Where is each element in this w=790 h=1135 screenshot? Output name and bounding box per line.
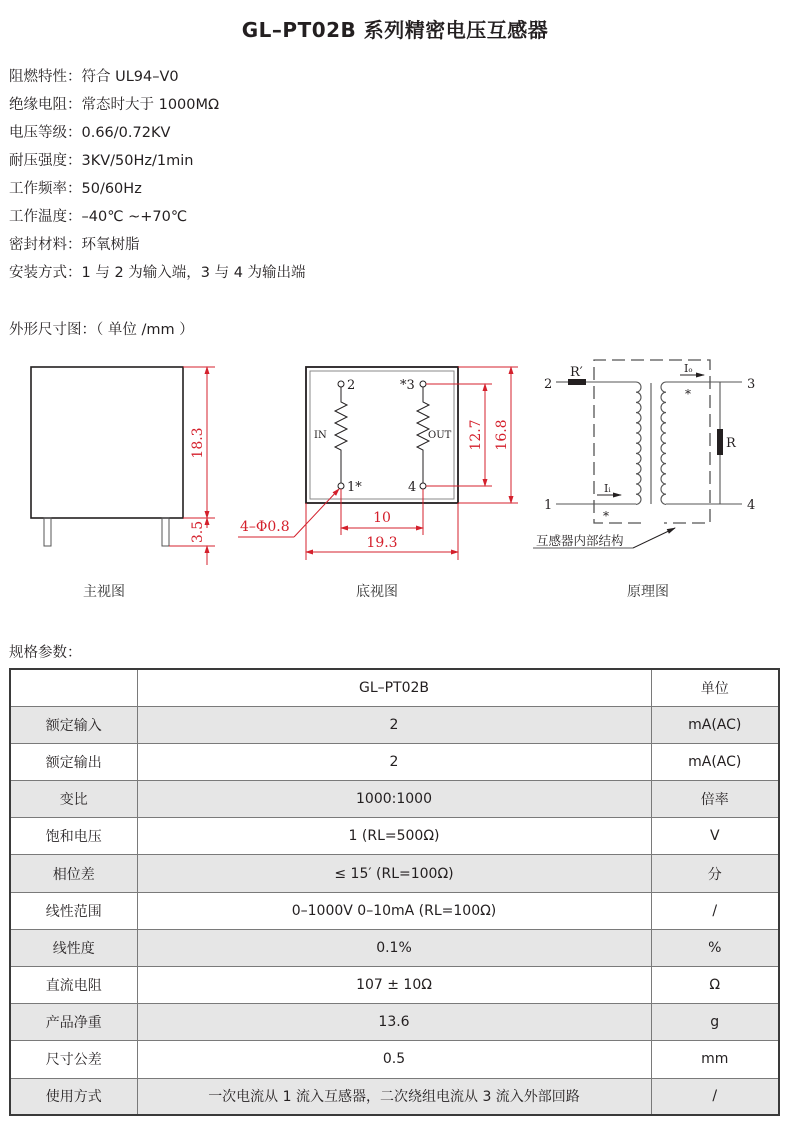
row-unit: / (651, 892, 779, 929)
bottom-view-drawing (238, 367, 518, 560)
svg-text:1*: 1* (347, 480, 362, 495)
row-label: 尺寸公差 (10, 1041, 137, 1078)
spec-list (9, 66, 306, 290)
svg-text:3: 3 (747, 377, 756, 392)
svg-text:16.8: 16.8 (494, 419, 510, 451)
svg-text:4: 4 (747, 498, 756, 513)
row-label: 相位差 (10, 855, 137, 892)
row-unit: Ω (651, 967, 779, 1004)
spec-withstand-voltage: 耐压强度：3KV/50Hz/1min (9, 153, 194, 169)
svg-text:19.3: 19.3 (366, 535, 398, 551)
row-label: 线性度 (10, 929, 137, 966)
svg-text:2: 2 (544, 377, 553, 392)
row-unit: g (651, 1004, 779, 1041)
row-unit: mA(AC) (651, 743, 779, 780)
table-row (10, 967, 779, 1004)
row-label: 使用方式 (10, 1078, 137, 1115)
dimension-drawings (0, 345, 790, 615)
row-label: 额定输出 (10, 743, 137, 780)
svg-text:3.5: 3.5 (190, 520, 206, 544)
svg-text:*3: *3 (400, 378, 415, 393)
row-value: 1000:1000 (137, 781, 651, 818)
row-unit: 倍率 (651, 781, 779, 818)
header-cell-blank (10, 669, 137, 706)
row-unit: mA(AC) (651, 706, 779, 743)
table-row (10, 818, 779, 855)
svg-text:12.7: 12.7 (468, 419, 484, 451)
svg-text:IN: IN (314, 430, 327, 441)
row-value: 0.5 (137, 1041, 651, 1078)
table-row (10, 706, 779, 743)
spec-temperature: 工作温度：–40℃ ~+70℃ (9, 209, 188, 225)
page-title: GL–PT02B 系列精密电压互感器 (241, 18, 549, 42)
spec-sealing-material: 密封材料：环氧树脂 (9, 237, 140, 253)
row-value: 13.6 (137, 1004, 651, 1041)
svg-text:18.3: 18.3 (190, 427, 206, 459)
svg-text:4–Φ0.8: 4–Φ0.8 (240, 519, 290, 535)
bottom-view-caption: 底视图 (356, 584, 398, 600)
svg-text:OUT: OUT (428, 430, 452, 441)
svg-text:2: 2 (347, 378, 356, 393)
row-value: 1 (RL=500Ω) (137, 818, 651, 855)
front-view-caption: 主视图 (83, 584, 125, 600)
spec-insulation-resistance: 绝缘电阻：常态时大于 1000MΩ (9, 97, 220, 113)
row-label: 额定输入 (10, 706, 137, 743)
spec-voltage-class: 电压等级：0.66/0.72KV (9, 125, 171, 141)
header-cell-unit: 单位 (651, 669, 779, 706)
row-unit: mm (651, 1041, 779, 1078)
row-unit: 分 (651, 855, 779, 892)
row-label: 直流电阻 (10, 967, 137, 1004)
row-value: 2 (137, 706, 651, 743)
row-label: 产品净重 (10, 1004, 137, 1041)
svg-text:互感器内部结构: 互感器内部结构 (536, 533, 624, 548)
table-header-row (10, 669, 779, 706)
table-row (10, 1041, 779, 1078)
svg-text:1: 1 (544, 498, 553, 513)
row-unit: % (651, 929, 779, 966)
spec-table (9, 668, 780, 1116)
svg-text:*: * (685, 387, 691, 401)
svg-text:*: * (603, 509, 609, 523)
svg-text:Iₒ: Iₒ (684, 362, 693, 375)
row-unit: / (651, 1078, 779, 1115)
spec-frequency: 工作频率：50/60Hz (9, 181, 142, 197)
row-label: 线性范围 (10, 892, 137, 929)
svg-text:4: 4 (408, 480, 417, 495)
row-value: 0–1000V 0–10mA (RL=100Ω) (137, 892, 651, 929)
row-value: 一次电流从 1 流入互感器，二次绕组电流从 3 流入外部回路 (137, 1078, 651, 1115)
row-label: 变比 (10, 781, 137, 818)
row-value: 2 (137, 743, 651, 780)
row-value: ≤ 15′ (RL=100Ω) (137, 855, 651, 892)
row-label: 饱和电压 (10, 818, 137, 855)
table-row (10, 1004, 779, 1041)
schematic-caption: 原理图 (627, 584, 669, 600)
dimensions-heading: 外形尺寸图：（ 单位 /mm ） (9, 322, 194, 338)
table-row (10, 781, 779, 818)
table-row (10, 743, 779, 780)
table-row (10, 1078, 779, 1115)
row-value: 0.1% (137, 929, 651, 966)
table-row (10, 929, 779, 966)
spec-mounting: 安装方式：1 与 2 为输入端，3 与 4 为输出端 (9, 265, 306, 281)
front-view-drawing (31, 367, 215, 565)
row-value: 107 ± 10Ω (137, 967, 651, 1004)
svg-text:R: R (726, 436, 736, 451)
row-unit: V (651, 818, 779, 855)
svg-text:10: 10 (373, 510, 391, 526)
spec-flame-retardant: 阻燃特性：符合 UL94–V0 (9, 69, 179, 85)
svg-text:Iᵢ: Iᵢ (604, 482, 611, 495)
schematic-drawing (533, 360, 755, 548)
header-cell-model: GL–PT02B (137, 669, 651, 706)
table-row (10, 892, 779, 929)
svg-text:R′: R′ (570, 365, 583, 380)
table-heading: 规格参数： (9, 645, 82, 661)
table-row (10, 855, 779, 892)
